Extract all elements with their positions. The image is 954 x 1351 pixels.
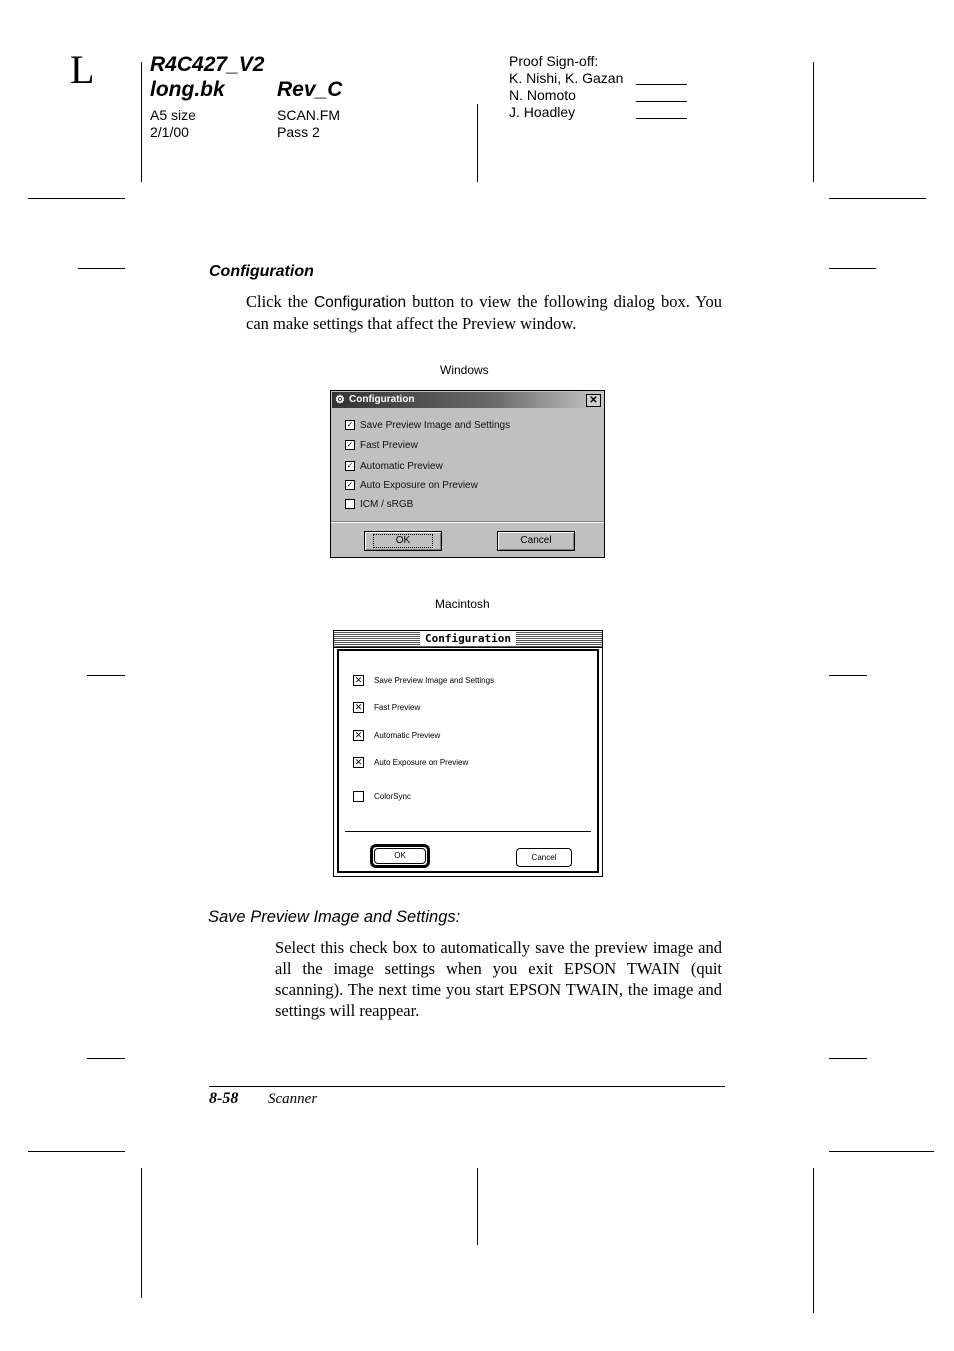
option-label: Auto Exposure on Preview: [360, 480, 478, 491]
option-label: ICM / sRGB: [360, 499, 414, 510]
proof-name-2: N. Nomoto: [509, 87, 576, 103]
macintosh-caption: Macintosh: [435, 597, 490, 611]
cancel-button-label: Cancel: [531, 853, 557, 862]
option-label: Save Preview Image and Settings: [374, 676, 495, 685]
checkbox-checked-icon[interactable]: ✓: [346, 420, 354, 430]
divider: [331, 521, 604, 523]
checkbox-checked-icon[interactable]: ✕: [354, 702, 363, 713]
macintosh-configuration-dialog: [333, 630, 603, 877]
margin-mark: [78, 268, 125, 269]
subsection-body: Select this check box to automatically save the preview image and all the image settings when you exit EPSON TWAIN (quit scanning). The next time you start EPSON TWAIN, the image and settings will reappear.: [275, 938, 722, 1020]
windows-configuration-dialog: [330, 390, 605, 558]
crop-line: [813, 62, 814, 182]
checkbox-unchecked-icon[interactable]: [353, 791, 364, 802]
margin-mark: [87, 1058, 125, 1059]
checkbox-unchecked-icon[interactable]: [345, 499, 355, 509]
chapter-name: Scanner: [268, 1091, 318, 1107]
option-label: Save Preview Image and Settings: [360, 420, 511, 431]
checkbox-checked-icon[interactable]: ✓: [346, 461, 354, 471]
margin-mark: [87, 675, 125, 676]
option-label: Fast Preview: [360, 440, 418, 451]
page-number: 8-58: [209, 1090, 239, 1107]
checkbox-checked-icon[interactable]: ✓: [346, 480, 354, 490]
revision: Rev_C: [277, 78, 343, 101]
option-label: ColorSync: [374, 792, 411, 801]
section-title: Configuration: [209, 263, 314, 280]
intro-text-before: Click the: [246, 292, 314, 311]
book-id: R4C427_V2: [150, 53, 265, 76]
signature-blank: [636, 118, 687, 119]
checkbox-auto-exposure[interactable]: [353, 757, 468, 769]
dialog-body: [337, 649, 599, 873]
checkbox-checked-icon[interactable]: ✓: [346, 440, 354, 450]
crop-line: [829, 1151, 934, 1152]
ok-button-label: OK: [394, 851, 406, 860]
frame-file: SCAN.FM: [277, 107, 340, 123]
checkbox-save-preview[interactable]: [353, 675, 494, 687]
pass-label: Pass 2: [277, 124, 320, 140]
crop-line: [477, 1168, 478, 1245]
checkbox-colorsync[interactable]: [353, 791, 411, 803]
proof-name-1: K. Nishi, K. Gazan: [509, 70, 624, 86]
crop-line: [141, 62, 142, 182]
dialog-title: Configuration: [420, 632, 516, 646]
checkbox-fast-preview[interactable]: [353, 702, 420, 714]
book-file: long.bk: [150, 78, 225, 101]
ok-button[interactable]: [364, 531, 442, 551]
ok-button-label: OK: [373, 534, 433, 548]
signature-blank: [636, 101, 687, 102]
margin-mark: [829, 268, 876, 269]
crop-line: [28, 1151, 125, 1152]
dialog-title-bar[interactable]: [332, 392, 603, 408]
dialog-title: Configuration: [349, 394, 415, 405]
margin-mark: [829, 675, 867, 676]
doc-date: 2/1/00: [150, 124, 189, 140]
checkbox-automatic-preview[interactable]: [353, 730, 440, 742]
checkbox-fast-preview[interactable]: [345, 440, 418, 452]
option-label: Automatic Preview: [374, 731, 441, 740]
proof-title: Proof Sign-off:: [509, 53, 599, 69]
option-label: Auto Exposure on Preview: [374, 758, 469, 767]
checkbox-checked-icon[interactable]: ✕: [354, 730, 363, 741]
page-size: A5 size: [150, 107, 196, 123]
checkbox-save-preview[interactable]: [345, 420, 510, 432]
crop-line: [477, 104, 478, 182]
checkbox-checked-icon[interactable]: ✕: [354, 757, 363, 768]
intro-paragraph: [246, 291, 722, 334]
divider: [345, 831, 591, 832]
proof-name-3: J. Hoadley: [509, 104, 576, 120]
signature-blank: [636, 84, 687, 85]
checkbox-auto-exposure[interactable]: [345, 480, 478, 492]
checkbox-automatic-preview[interactable]: [345, 461, 443, 473]
crop-line: [141, 1168, 142, 1298]
ok-button[interactable]: [370, 844, 430, 868]
intro-button-name: Configuration: [313, 294, 407, 311]
crop-line: [28, 198, 125, 199]
option-label: Fast Preview: [374, 703, 421, 712]
cancel-button-label: Cancel: [520, 535, 552, 546]
checkbox-checked-icon[interactable]: ✕: [354, 675, 363, 686]
footer-rule: [209, 1086, 725, 1087]
crop-line: [829, 198, 926, 199]
intro-text-after: button to view the following dialog box. You can make settings that affect the Preview window.: [246, 292, 722, 333]
option-label: Automatic Preview: [360, 461, 443, 472]
scanner-icon: ⚙: [335, 394, 345, 406]
margin-mark: [829, 1058, 867, 1059]
cancel-button[interactable]: [497, 531, 575, 551]
crop-line: [813, 1168, 814, 1313]
corner-letter: L: [70, 47, 95, 92]
close-icon[interactable]: ✕: [586, 394, 601, 407]
cancel-button[interactable]: [516, 848, 572, 867]
checkbox-icm-srgb[interactable]: [345, 499, 413, 511]
windows-caption: Windows: [440, 363, 489, 377]
dialog-title-bar[interactable]: [334, 631, 602, 648]
subsection-title: Save Preview Image and Settings:: [208, 908, 461, 926]
